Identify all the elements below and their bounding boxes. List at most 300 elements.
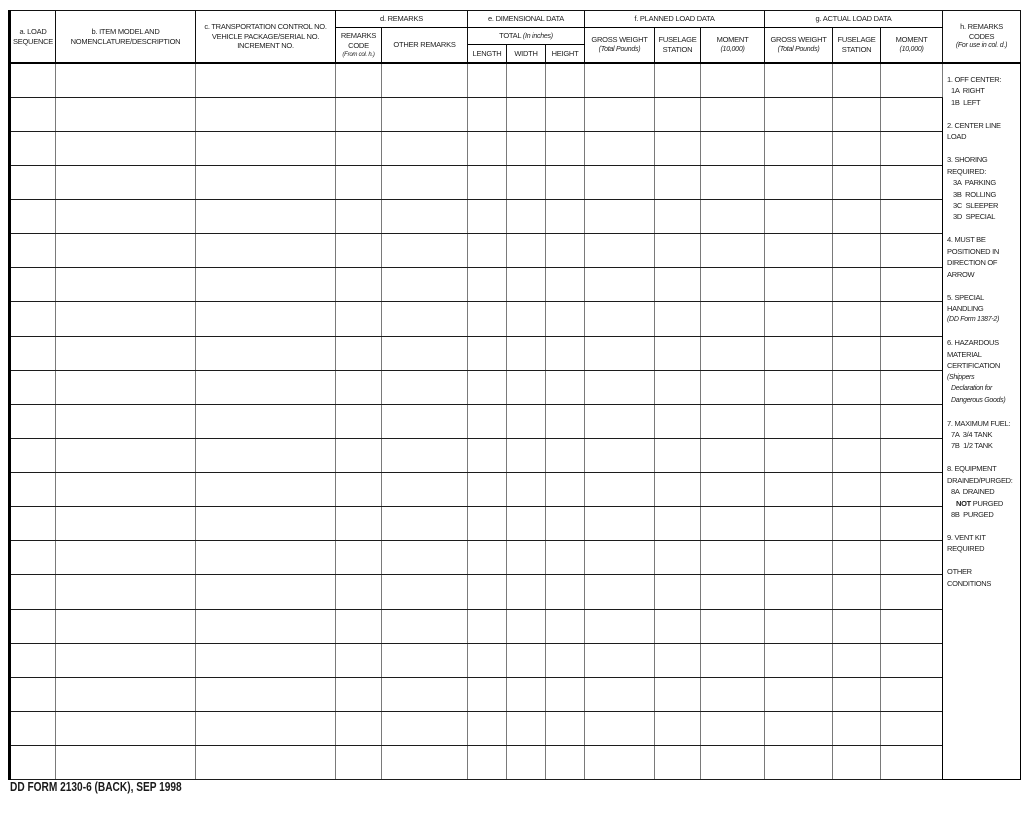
cell-planned-gross-weight[interactable] (585, 131, 655, 165)
cell-load-sequence[interactable] (10, 200, 56, 234)
cell-other-remarks[interactable] (382, 234, 468, 268)
cell-load-sequence[interactable] (10, 711, 56, 745)
cell-planned-gross-weight[interactable] (585, 473, 655, 507)
cell-planned-fuselage-station[interactable] (655, 473, 701, 507)
cell-planned-moment[interactable] (701, 746, 765, 780)
cell-planned-moment[interactable] (701, 438, 765, 472)
cell-actual-moment[interactable] (881, 336, 943, 370)
cell-height[interactable] (546, 200, 585, 234)
cell-planned-gross-weight[interactable] (585, 541, 655, 575)
cell-height[interactable] (546, 677, 585, 711)
cell-actual-moment[interactable] (881, 268, 943, 302)
cell-other-remarks[interactable] (382, 336, 468, 370)
cell-actual-fuselage-station[interactable] (833, 63, 881, 97)
cell-item-model-nomenclature[interactable] (56, 302, 196, 336)
cell-actual-moment[interactable] (881, 97, 943, 131)
cell-transportation-control-no[interactable] (196, 711, 336, 745)
cell-actual-gross-weight[interactable] (765, 63, 833, 97)
cell-load-sequence[interactable] (10, 302, 56, 336)
cell-actual-gross-weight[interactable] (765, 131, 833, 165)
cell-planned-gross-weight[interactable] (585, 711, 655, 745)
cell-other-remarks[interactable] (382, 609, 468, 643)
cell-transportation-control-no[interactable] (196, 63, 336, 97)
cell-remarks-code[interactable] (336, 234, 382, 268)
cell-height[interactable] (546, 541, 585, 575)
cell-width[interactable] (507, 473, 546, 507)
cell-planned-moment[interactable] (701, 336, 765, 370)
cell-length[interactable] (468, 302, 507, 336)
cell-other-remarks[interactable] (382, 63, 468, 97)
cell-height[interactable] (546, 438, 585, 472)
cell-remarks-code[interactable] (336, 336, 382, 370)
cell-length[interactable] (468, 575, 507, 609)
cell-width[interactable] (507, 677, 546, 711)
cell-planned-fuselage-station[interactable] (655, 643, 701, 677)
cell-transportation-control-no[interactable] (196, 643, 336, 677)
cell-planned-fuselage-station[interactable] (655, 677, 701, 711)
cell-actual-gross-weight[interactable] (765, 746, 833, 780)
cell-transportation-control-no[interactable] (196, 541, 336, 575)
cell-transportation-control-no[interactable] (196, 200, 336, 234)
cell-planned-fuselage-station[interactable] (655, 268, 701, 302)
cell-actual-gross-weight[interactable] (765, 370, 833, 404)
cell-item-model-nomenclature[interactable] (56, 575, 196, 609)
cell-actual-fuselage-station[interactable] (833, 711, 881, 745)
cell-length[interactable] (468, 507, 507, 541)
cell-remarks-code[interactable] (336, 711, 382, 745)
cell-actual-gross-weight[interactable] (765, 336, 833, 370)
cell-planned-fuselage-station[interactable] (655, 438, 701, 472)
cell-item-model-nomenclature[interactable] (56, 404, 196, 438)
cell-planned-gross-weight[interactable] (585, 234, 655, 268)
cell-height[interactable] (546, 63, 585, 97)
cell-actual-moment[interactable] (881, 541, 943, 575)
cell-item-model-nomenclature[interactable] (56, 268, 196, 302)
cell-planned-fuselage-station[interactable] (655, 336, 701, 370)
cell-load-sequence[interactable] (10, 575, 56, 609)
cell-actual-moment[interactable] (881, 404, 943, 438)
cell-remarks-code[interactable] (336, 541, 382, 575)
cell-actual-fuselage-station[interactable] (833, 97, 881, 131)
cell-transportation-control-no[interactable] (196, 746, 336, 780)
cell-planned-gross-weight[interactable] (585, 336, 655, 370)
cell-actual-fuselage-station[interactable] (833, 507, 881, 541)
cell-width[interactable] (507, 165, 546, 199)
cell-planned-moment[interactable] (701, 200, 765, 234)
cell-item-model-nomenclature[interactable] (56, 643, 196, 677)
cell-planned-fuselage-station[interactable] (655, 711, 701, 745)
cell-planned-gross-weight[interactable] (585, 507, 655, 541)
cell-actual-fuselage-station[interactable] (833, 473, 881, 507)
cell-actual-fuselage-station[interactable] (833, 609, 881, 643)
cell-actual-gross-weight[interactable] (765, 200, 833, 234)
cell-remarks-code[interactable] (336, 302, 382, 336)
cell-length[interactable] (468, 63, 507, 97)
cell-actual-moment[interactable] (881, 677, 943, 711)
cell-planned-fuselage-station[interactable] (655, 200, 701, 234)
cell-actual-moment[interactable] (881, 473, 943, 507)
cell-load-sequence[interactable] (10, 643, 56, 677)
cell-item-model-nomenclature[interactable] (56, 746, 196, 780)
cell-height[interactable] (546, 97, 585, 131)
cell-planned-moment[interactable] (701, 541, 765, 575)
cell-other-remarks[interactable] (382, 302, 468, 336)
cell-length[interactable] (468, 643, 507, 677)
cell-actual-moment[interactable] (881, 609, 943, 643)
cell-planned-gross-weight[interactable] (585, 97, 655, 131)
cell-planned-moment[interactable] (701, 97, 765, 131)
cell-actual-gross-weight[interactable] (765, 507, 833, 541)
cell-transportation-control-no[interactable] (196, 131, 336, 165)
cell-actual-gross-weight[interactable] (765, 711, 833, 745)
cell-length[interactable] (468, 165, 507, 199)
cell-actual-moment[interactable] (881, 234, 943, 268)
cell-actual-fuselage-station[interactable] (833, 165, 881, 199)
cell-planned-gross-weight[interactable] (585, 609, 655, 643)
cell-remarks-code[interactable] (336, 677, 382, 711)
cell-actual-gross-weight[interactable] (765, 541, 833, 575)
cell-actual-gross-weight[interactable] (765, 97, 833, 131)
cell-planned-fuselage-station[interactable] (655, 746, 701, 780)
cell-transportation-control-no[interactable] (196, 336, 336, 370)
remarks-code-line: 8A DRAINED (951, 487, 995, 497)
cell-planned-moment[interactable] (701, 268, 765, 302)
cell-other-remarks[interactable] (382, 746, 468, 780)
cell-transportation-control-no[interactable] (196, 404, 336, 438)
cell-planned-fuselage-station[interactable] (655, 575, 701, 609)
cell-remarks-code[interactable] (336, 200, 382, 234)
cell-height[interactable] (546, 746, 585, 780)
header-label: FUSELAGE (837, 35, 876, 45)
cell-width[interactable] (507, 507, 546, 541)
cell-load-sequence[interactable] (10, 609, 56, 643)
header-width: WIDTH (507, 45, 546, 64)
cell-remarks-code[interactable] (336, 609, 382, 643)
cell-actual-fuselage-station[interactable] (833, 234, 881, 268)
cell-planned-moment[interactable] (701, 165, 765, 199)
cell-remarks-code[interactable] (336, 473, 382, 507)
cell-length[interactable] (468, 746, 507, 780)
cell-other-remarks[interactable] (382, 438, 468, 472)
cell-planned-gross-weight[interactable] (585, 302, 655, 336)
cell-load-sequence[interactable] (10, 541, 56, 575)
cell-other-remarks[interactable] (382, 711, 468, 745)
cell-other-remarks[interactable] (382, 473, 468, 507)
cell-transportation-control-no[interactable] (196, 575, 336, 609)
cell-height[interactable] (546, 234, 585, 268)
cell-height[interactable] (546, 643, 585, 677)
cell-actual-fuselage-station[interactable] (833, 643, 881, 677)
cell-width[interactable] (507, 97, 546, 131)
cell-actual-moment[interactable] (881, 507, 943, 541)
cell-load-sequence[interactable] (10, 165, 56, 199)
cell-planned-moment[interactable] (701, 473, 765, 507)
cell-length[interactable] (468, 268, 507, 302)
cell-length[interactable] (468, 438, 507, 472)
cell-width[interactable] (507, 268, 546, 302)
cell-actual-gross-weight[interactable] (765, 438, 833, 472)
cell-other-remarks[interactable] (382, 643, 468, 677)
cell-planned-moment[interactable] (701, 575, 765, 609)
cell-actual-moment[interactable] (881, 438, 943, 472)
cell-transportation-control-no[interactable] (196, 370, 336, 404)
cell-planned-moment[interactable] (701, 63, 765, 97)
cell-other-remarks[interactable] (382, 370, 468, 404)
cell-planned-fuselage-station[interactable] (655, 63, 701, 97)
cell-height[interactable] (546, 711, 585, 745)
cell-height[interactable] (546, 609, 585, 643)
cell-planned-moment[interactable] (701, 711, 765, 745)
cell-actual-gross-weight[interactable] (765, 165, 833, 199)
cell-load-sequence[interactable] (10, 404, 56, 438)
cell-transportation-control-no[interactable] (196, 302, 336, 336)
cell-item-model-nomenclature[interactable] (56, 370, 196, 404)
cell-planned-fuselage-station[interactable] (655, 541, 701, 575)
cell-remarks-code[interactable] (336, 63, 382, 97)
cell-actual-fuselage-station[interactable] (833, 370, 881, 404)
cell-planned-gross-weight[interactable] (585, 575, 655, 609)
cell-width[interactable] (507, 200, 546, 234)
cell-transportation-control-no[interactable] (196, 609, 336, 643)
cell-other-remarks[interactable] (382, 165, 468, 199)
cell-planned-fuselage-station[interactable] (655, 131, 701, 165)
cell-actual-gross-weight[interactable] (765, 302, 833, 336)
cell-planned-moment[interactable] (701, 643, 765, 677)
cell-width[interactable] (507, 746, 546, 780)
cell-actual-gross-weight[interactable] (765, 643, 833, 677)
cell-load-sequence[interactable] (10, 370, 56, 404)
cell-planned-fuselage-station[interactable] (655, 404, 701, 438)
cell-item-model-nomenclature[interactable] (56, 131, 196, 165)
cell-actual-fuselage-station[interactable] (833, 746, 881, 780)
cell-width[interactable] (507, 711, 546, 745)
cell-transportation-control-no[interactable] (196, 473, 336, 507)
cell-load-sequence[interactable] (10, 677, 56, 711)
cell-planned-gross-weight[interactable] (585, 268, 655, 302)
cell-length[interactable] (468, 711, 507, 745)
cell-planned-gross-weight[interactable] (585, 677, 655, 711)
cell-planned-fuselage-station[interactable] (655, 97, 701, 131)
cell-actual-gross-weight[interactable] (765, 575, 833, 609)
cell-width[interactable] (507, 575, 546, 609)
cell-other-remarks[interactable] (382, 677, 468, 711)
cell-height[interactable] (546, 336, 585, 370)
cell-height[interactable] (546, 131, 585, 165)
cell-actual-fuselage-station[interactable] (833, 541, 881, 575)
cell-other-remarks[interactable] (382, 404, 468, 438)
cell-width[interactable] (507, 643, 546, 677)
cell-item-model-nomenclature[interactable] (56, 438, 196, 472)
header-label: STATION (662, 45, 693, 54)
cell-width[interactable] (507, 302, 546, 336)
cell-item-model-nomenclature[interactable] (56, 541, 196, 575)
cell-planned-moment[interactable] (701, 370, 765, 404)
cell-actual-moment[interactable] (881, 165, 943, 199)
cell-transportation-control-no[interactable] (196, 165, 336, 199)
cell-load-sequence[interactable] (10, 234, 56, 268)
cell-transportation-control-no[interactable] (196, 677, 336, 711)
cell-actual-moment[interactable] (881, 711, 943, 745)
cell-item-model-nomenclature[interactable] (56, 63, 196, 97)
cell-other-remarks[interactable] (382, 200, 468, 234)
cell-remarks-code[interactable] (336, 370, 382, 404)
cell-width[interactable] (507, 234, 546, 268)
cell-planned-fuselage-station[interactable] (655, 165, 701, 199)
cell-width[interactable] (507, 438, 546, 472)
cell-planned-fuselage-station[interactable] (655, 302, 701, 336)
cell-transportation-control-no[interactable] (196, 438, 336, 472)
cell-height[interactable] (546, 302, 585, 336)
cell-width[interactable] (507, 63, 546, 97)
cell-height[interactable] (546, 507, 585, 541)
cell-load-sequence[interactable] (10, 131, 56, 165)
cell-height[interactable] (546, 473, 585, 507)
cell-length[interactable] (468, 200, 507, 234)
cell-length[interactable] (468, 609, 507, 643)
cell-other-remarks[interactable] (382, 131, 468, 165)
cell-actual-moment[interactable] (881, 643, 943, 677)
cell-actual-moment[interactable] (881, 200, 943, 234)
cell-height[interactable] (546, 404, 585, 438)
cell-planned-fuselage-station[interactable] (655, 234, 701, 268)
cell-planned-fuselage-station[interactable] (655, 507, 701, 541)
cell-planned-fuselage-station[interactable] (655, 609, 701, 643)
cell-planned-gross-weight[interactable] (585, 165, 655, 199)
cell-actual-fuselage-station[interactable] (833, 200, 881, 234)
cell-transportation-control-no[interactable] (196, 507, 336, 541)
cell-item-model-nomenclature[interactable] (56, 711, 196, 745)
cell-remarks-code[interactable] (336, 575, 382, 609)
cell-transportation-control-no[interactable] (196, 268, 336, 302)
cell-transportation-control-no[interactable] (196, 234, 336, 268)
cell-height[interactable] (546, 370, 585, 404)
cell-planned-gross-weight[interactable] (585, 370, 655, 404)
cell-remarks-code[interactable] (336, 746, 382, 780)
cell-width[interactable] (507, 609, 546, 643)
cell-actual-fuselage-station[interactable] (833, 575, 881, 609)
cell-other-remarks[interactable] (382, 268, 468, 302)
cell-actual-moment[interactable] (881, 575, 943, 609)
cell-remarks-code[interactable] (336, 131, 382, 165)
cell-remarks-code[interactable] (336, 404, 382, 438)
cell-actual-gross-weight[interactable] (765, 677, 833, 711)
cell-planned-gross-weight[interactable] (585, 438, 655, 472)
cell-actual-fuselage-station[interactable] (833, 131, 881, 165)
cell-width[interactable] (507, 336, 546, 370)
cell-width[interactable] (507, 541, 546, 575)
cell-item-model-nomenclature[interactable] (56, 677, 196, 711)
cell-item-model-nomenclature[interactable] (56, 336, 196, 370)
cell-other-remarks[interactable] (382, 97, 468, 131)
cell-planned-moment[interactable] (701, 404, 765, 438)
cell-width[interactable] (507, 404, 546, 438)
cell-length[interactable] (468, 541, 507, 575)
cell-length[interactable] (468, 370, 507, 404)
cell-remarks-code[interactable] (336, 268, 382, 302)
cell-load-sequence[interactable] (10, 97, 56, 131)
cell-remarks-code[interactable] (336, 438, 382, 472)
cell-load-sequence[interactable] (10, 336, 56, 370)
cell-actual-fuselage-station[interactable] (833, 268, 881, 302)
cell-actual-fuselage-station[interactable] (833, 404, 881, 438)
cell-remarks-code[interactable] (336, 165, 382, 199)
cell-length[interactable] (468, 336, 507, 370)
cell-planned-moment[interactable] (701, 234, 765, 268)
cell-item-model-nomenclature[interactable] (56, 609, 196, 643)
cell-transportation-control-no[interactable] (196, 97, 336, 131)
cell-planned-gross-weight[interactable] (585, 746, 655, 780)
cell-remarks-code[interactable] (336, 643, 382, 677)
cell-other-remarks[interactable] (382, 507, 468, 541)
header-note: (For use in col. d.) (955, 42, 1008, 50)
cell-length[interactable] (468, 404, 507, 438)
cell-item-model-nomenclature[interactable] (56, 507, 196, 541)
cell-remarks-code[interactable] (336, 97, 382, 131)
cell-actual-fuselage-station[interactable] (833, 336, 881, 370)
cell-length[interactable] (468, 677, 507, 711)
cell-planned-moment[interactable] (701, 507, 765, 541)
cell-length[interactable] (468, 97, 507, 131)
cell-planned-moment[interactable] (701, 609, 765, 643)
cell-length[interactable] (468, 131, 507, 165)
cell-load-sequence[interactable] (10, 507, 56, 541)
cell-actual-fuselage-station[interactable] (833, 302, 881, 336)
cell-actual-gross-weight[interactable] (765, 404, 833, 438)
cell-height[interactable] (546, 165, 585, 199)
cell-item-model-nomenclature[interactable] (56, 234, 196, 268)
cell-planned-moment[interactable] (701, 677, 765, 711)
cell-actual-fuselage-station[interactable] (833, 438, 881, 472)
cell-remarks-code[interactable] (336, 507, 382, 541)
cell-width[interactable] (507, 131, 546, 165)
cell-other-remarks[interactable] (382, 575, 468, 609)
cell-actual-moment[interactable] (881, 746, 943, 780)
cell-planned-moment[interactable] (701, 131, 765, 165)
cell-planned-gross-weight[interactable] (585, 200, 655, 234)
table-row (10, 97, 1021, 131)
cell-actual-gross-weight[interactable] (765, 268, 833, 302)
cell-load-sequence[interactable] (10, 746, 56, 780)
cell-length[interactable] (468, 473, 507, 507)
cell-actual-fuselage-station[interactable] (833, 677, 881, 711)
cell-actual-moment[interactable] (881, 370, 943, 404)
cell-actual-gross-weight[interactable] (765, 234, 833, 268)
cell-load-sequence[interactable] (10, 268, 56, 302)
cell-length[interactable] (468, 234, 507, 268)
cell-planned-moment[interactable] (701, 302, 765, 336)
cell-actual-moment[interactable] (881, 302, 943, 336)
cell-planned-gross-weight[interactable] (585, 404, 655, 438)
cell-planned-gross-weight[interactable] (585, 643, 655, 677)
cell-planned-gross-weight[interactable] (585, 63, 655, 97)
cell-item-model-nomenclature[interactable] (56, 473, 196, 507)
cell-planned-fuselage-station[interactable] (655, 370, 701, 404)
cell-other-remarks[interactable] (382, 541, 468, 575)
cell-item-model-nomenclature[interactable] (56, 97, 196, 131)
cell-load-sequence[interactable] (10, 438, 56, 472)
cell-actual-moment[interactable] (881, 131, 943, 165)
cell-height[interactable] (546, 268, 585, 302)
cell-actual-gross-weight[interactable] (765, 609, 833, 643)
cell-load-sequence[interactable] (10, 63, 56, 97)
cell-actual-gross-weight[interactable] (765, 473, 833, 507)
cell-actual-moment[interactable] (881, 63, 943, 97)
cell-height[interactable] (546, 575, 585, 609)
cell-width[interactable] (507, 370, 546, 404)
cell-item-model-nomenclature[interactable] (56, 165, 196, 199)
cell-load-sequence[interactable] (10, 473, 56, 507)
cell-item-model-nomenclature[interactable] (56, 200, 196, 234)
